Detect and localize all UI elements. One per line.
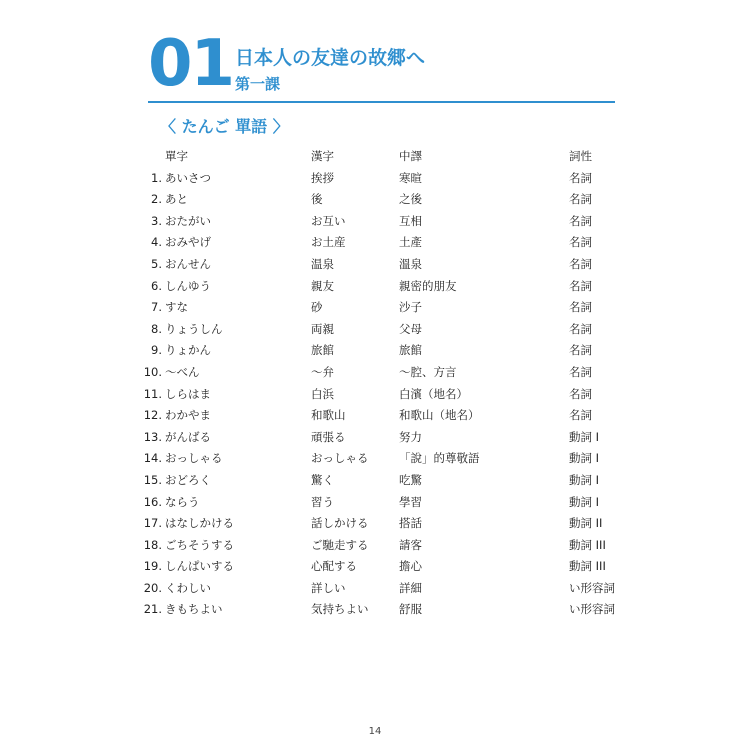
table-row (140, 492, 620, 514)
header-divider (148, 101, 615, 103)
word-translation: 吃驚 (399, 472, 422, 487)
word-kanji: お互い (311, 213, 346, 228)
word-part-of-speech: 動詞 I (569, 472, 600, 487)
word-part-of-speech: 動詞 I (569, 429, 600, 444)
word-kanji: 驚く (311, 472, 334, 487)
row-number: 3. (151, 213, 162, 228)
lesson-title: 日本人の友達の故郷へ (235, 47, 426, 69)
word-kana: きもちよい (165, 602, 223, 617)
row-number: 16. (143, 494, 162, 509)
word-kana: しらはま (165, 386, 211, 401)
word-translation: 互相 (399, 213, 422, 228)
table-row (140, 578, 620, 600)
word-translation: 土產 (399, 235, 422, 250)
word-part-of-speech: 動詞 III (569, 559, 606, 574)
word-kana: おたがい (165, 213, 211, 228)
word-kana: ごちそうする (165, 537, 234, 552)
word-part-of-speech: 名詞 (569, 256, 592, 271)
word-translation: 詳細 (399, 580, 422, 595)
table-row (140, 362, 620, 384)
table-row (140, 384, 620, 406)
row-number: 13. (143, 429, 162, 444)
word-part-of-speech: 名詞 (569, 170, 592, 185)
table-row (140, 513, 620, 535)
word-translation: 和歌山（地名） (399, 408, 480, 423)
word-part-of-speech: い形容詞 (569, 580, 615, 595)
table-row (140, 211, 620, 233)
row-number: 19. (143, 559, 162, 574)
word-translation: 之後 (399, 192, 422, 207)
word-kana: おんせん (165, 256, 211, 271)
row-number: 4. (151, 235, 162, 250)
word-kanji: おっしゃる (311, 451, 369, 466)
row-number: 17. (143, 516, 162, 531)
word-kanji: 気持ちよい (311, 602, 369, 617)
row-number: 1. (151, 170, 162, 185)
word-kanji: ～弁 (311, 364, 334, 379)
table-row (140, 556, 620, 578)
word-part-of-speech: 名詞 (569, 343, 592, 358)
word-kana: おっしゃる (165, 451, 223, 466)
column-header-word: 單字 (165, 149, 188, 163)
table-row (140, 340, 620, 362)
table-row (140, 232, 620, 254)
word-translation: 擔心 (399, 559, 422, 574)
row-number: 10. (143, 364, 162, 379)
word-part-of-speech: 名詞 (569, 192, 592, 207)
word-kana: くわしい (165, 580, 211, 595)
row-number: 14. (143, 451, 162, 466)
word-kanji: 後 (311, 192, 323, 207)
word-kanji: 話しかける (311, 516, 369, 531)
word-kana: わかやま (165, 408, 211, 423)
lesson-subtitle: 第一課 (235, 75, 281, 93)
column-header-kanji: 漢字 (311, 149, 334, 163)
word-part-of-speech: 動詞 III (569, 537, 606, 552)
word-kanji: 頑張る (311, 429, 346, 444)
page-number: 14 (368, 726, 382, 737)
word-kana: ならう (165, 494, 200, 509)
row-number: 6. (151, 278, 162, 293)
word-kana: おどろく (165, 472, 211, 487)
table-row (140, 254, 620, 276)
row-number: 2. (151, 192, 162, 207)
word-part-of-speech: 名詞 (569, 278, 592, 293)
table-row (140, 535, 620, 557)
word-kana: すな (165, 300, 188, 315)
section-heading: 〈 たんご 單語 〉 (160, 117, 289, 136)
word-kanji: 挨拶 (311, 170, 334, 185)
word-translation: 請客 (399, 537, 422, 552)
word-translation: 親密的朋友 (399, 278, 457, 293)
word-kanji: 和歌山 (311, 408, 346, 423)
word-part-of-speech: 動詞 II (569, 516, 603, 531)
row-number: 21. (143, 602, 162, 617)
row-number: 7. (151, 300, 162, 315)
vocab-rows (140, 168, 620, 621)
row-number: 18. (143, 537, 162, 552)
lesson-number: 01 (148, 27, 234, 101)
word-kana: しんぱいする (165, 559, 234, 574)
word-kana: ～べん (165, 364, 200, 379)
word-translation: 舒服 (399, 602, 422, 617)
word-kanji: 親友 (311, 278, 334, 293)
word-translation: 寒暄 (399, 170, 422, 185)
word-kana: がんばる (165, 429, 211, 444)
word-kana: あいさつ (165, 170, 211, 185)
word-part-of-speech: 名詞 (569, 408, 592, 423)
table-row (140, 427, 620, 449)
word-translation: 父母 (399, 321, 422, 336)
row-number: 11. (143, 386, 162, 401)
word-translation: 溫泉 (399, 256, 422, 271)
word-kanji: 両親 (311, 321, 334, 336)
word-part-of-speech: い形容詞 (569, 602, 615, 617)
word-translation: ～腔、方言 (399, 364, 457, 379)
word-kanji: 詳しい (311, 580, 346, 595)
word-kana: しんゆう (165, 278, 211, 293)
row-number: 9. (151, 343, 162, 358)
column-header-part-of-speech: 詞性 (569, 149, 592, 163)
table-row (140, 319, 620, 341)
word-part-of-speech: 名詞 (569, 364, 592, 379)
table-row (140, 599, 620, 621)
word-translation: 沙子 (399, 300, 422, 315)
word-kanji: 心配する (311, 559, 357, 574)
word-translation: 「說」的尊敬語 (399, 451, 480, 466)
word-kanji: 温泉 (311, 256, 334, 271)
word-part-of-speech: 名詞 (569, 321, 592, 336)
row-number: 15. (143, 472, 162, 487)
vocab-header-row (140, 146, 620, 168)
word-translation: 旅館 (399, 343, 422, 358)
table-row (140, 189, 620, 211)
word-part-of-speech: 動詞 I (569, 451, 600, 466)
word-kana: りょかん (165, 343, 211, 358)
table-row (140, 470, 620, 492)
word-part-of-speech: 動詞 I (569, 494, 600, 509)
word-translation: 學習 (399, 494, 422, 509)
word-part-of-speech: 名詞 (569, 235, 592, 250)
word-translation: 搭話 (399, 516, 422, 531)
word-part-of-speech: 名詞 (569, 386, 592, 401)
word-kanji: 習う (311, 494, 334, 509)
row-number: 8. (151, 321, 162, 336)
row-number: 20. (143, 580, 162, 595)
table-row (140, 405, 620, 427)
word-kanji: お土産 (311, 235, 346, 250)
word-kana: あと (165, 192, 188, 207)
word-part-of-speech: 名詞 (569, 300, 592, 315)
word-kana: はなしかける (165, 516, 234, 531)
table-row (140, 276, 620, 298)
word-kanji: 白浜 (311, 386, 334, 401)
table-row (140, 297, 620, 319)
word-kanji: 旅館 (311, 343, 334, 358)
table-row (140, 448, 620, 470)
word-kana: おみやげ (165, 235, 211, 250)
row-number: 12. (143, 408, 162, 423)
row-number: 5. (151, 256, 162, 271)
word-kana: りょうしん (165, 321, 223, 336)
table-row (140, 168, 620, 190)
word-part-of-speech: 名詞 (569, 213, 592, 228)
word-translation: 白濱（地名） (399, 386, 468, 401)
word-kanji: ご馳走する (311, 537, 369, 552)
word-translation: 努力 (399, 429, 422, 444)
column-header-translation: 中譯 (399, 149, 422, 163)
vocab-table (140, 146, 620, 621)
word-kanji: 砂 (311, 300, 323, 315)
